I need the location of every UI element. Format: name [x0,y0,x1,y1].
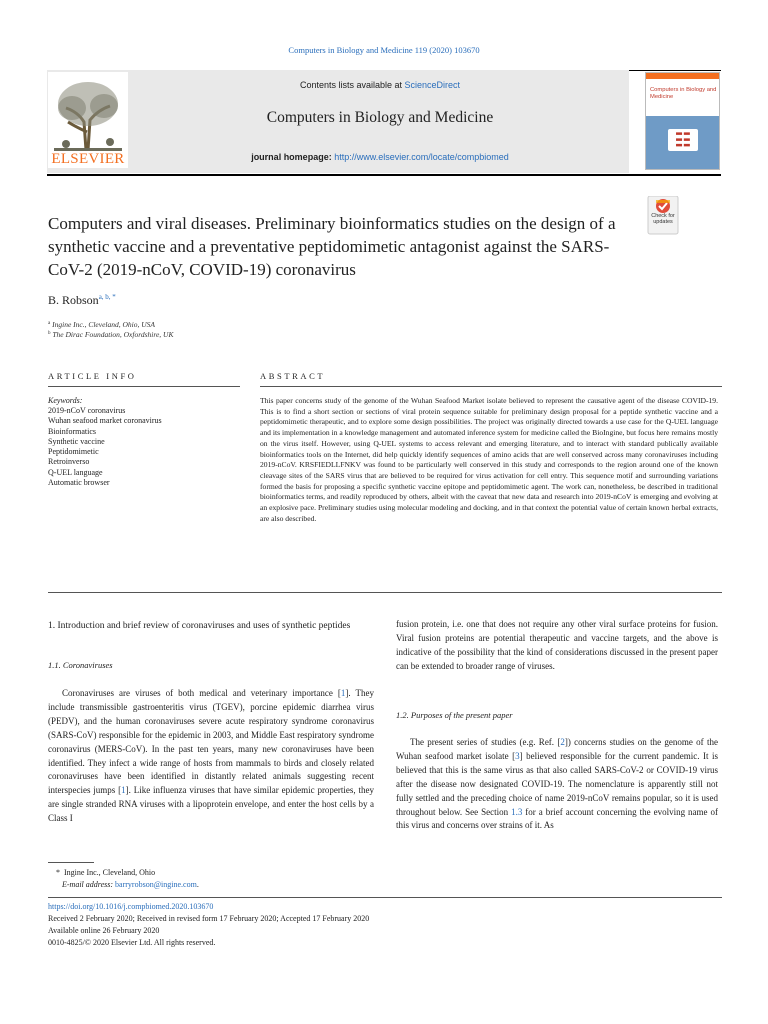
paper-title: Computers and viral diseases. Preliminary bioinformatics studies on the design of a synthetic vaccine and a preventative peptidomimetic antagonist against the SARS-CoV-2 (2019-nCoV, COVID-19) coronavirus [48,214,616,279]
abstract-text: This paper concerns study of the genome of the Wuhan Seafood Market isolate believed to represent the causative agent of the disease COVID-19. This is to find a short section or sections of viral protein sequence suitable for preliminary design proposal for a peptide synthetic vaccine and a peptidomimetic therapeutic, and to explore some design possibilities. The project was originally directed towards a use case for the Q-UEL language and its implementation in a knowledge management and automated inference system for medicine called the BioIngine, but focus here remains mostly on the virus itself. However, using Q-UEL systems to access relevant and emerging literature, and to interact with standard publically available bioinformatics tools on the Internet, did help quickly identify sequences of amino acids that are well conserved across many coronaviruses including 2019-nCoV. KRSFIEDLLFNKV was found to be particularly well conserved in this study and corresponds to the region around one of the known cleavage sites of the SARS virus that are believed to be required for virus activation for cell entry. This sequence motif and surrounding variations formed the basis for proposing a specific synthetic vaccine epitope and peptidomimetic agent. The work can, nonetheless, be described in traditional bioinformatics terms, and readily reproduced by others, albeit with the caveat that new data and research into 2019-nCoV is emerging and evolving at an explosive pace. Preliminary studies using molecular modeling and docking, and in that context the potential value of certain known herbal extracts, are also described. [260,396,718,523]
keyword: 2019-nCoV coronavirus [48,406,126,415]
subsection-1-1-title: 1.1. Coronaviruses [48,660,113,670]
subsection-1-2-title: 1.2. Purposes of the present paper [396,710,513,720]
keyword: Q-UEL language [48,467,103,477]
homepage-link[interactable]: http://www.elsevier.com/locate/compbiomed [334,152,509,162]
corresponding-text: Ingine Inc., Cleveland, Ohio [64,868,156,877]
paragraph-text: ] believed responsible for the current pandemic. It is believed that this is the same virus as that also called SARS-CoV-2 or COVID-19 virus after the disease now designated COVID-19. The nomenclature is apparently still not fully settled and the preceding choice of name 2019-nCoV remains popular, so it is used throughout below. See Section [396,750,718,817]
homepage-label: journal homepage: [251,152,332,162]
contents-prefix: Contents lists available at [299,80,405,90]
keyword: Bioinformatics [48,426,96,436]
citation-link[interactable]: 2 [560,737,565,747]
footnote-rule [48,862,94,863]
email-note [62,879,199,891]
abstract-rule [260,386,722,387]
paragraph-text: The present series of studies (e.g. Ref. [ [410,737,561,747]
cover-emblem-icon: ☷ [668,129,698,151]
cover-title: Computers in Biology and Medicine [650,87,717,100]
body-paragraph-fusion: fusion protein, i.e. one that does not require any other viral surface proteins for fusion. Viral fusion proteins are potential therapeutic and vaccine targets, and the above is indicative of the possibility that the kind of considerations discussed in the present paper can be extended to broader range of viruses. [396,619,718,671]
affiliation-mark: b [48,331,51,336]
sciencedirect-link[interactable]: ScienceDirect [404,80,461,90]
section-link[interactable]: 1.3 [511,806,523,817]
author-name: B. Robson [48,293,99,307]
footer-rule [48,897,722,898]
journal-cover-thumbnail[interactable] [645,72,720,170]
front-matter-rule [48,592,722,593]
paragraph-text: ]. Like influenza viruses that have similar epidemic properties, they are single stranded RNA viruses with a lipoprotein envelope, and enter the host cells by a Class I [48,785,374,824]
author-line [48,293,116,308]
keywords-list [48,406,162,488]
elsevier-wordmark: ELSEVIER [51,151,125,167]
received-dates: Received 2 February 2020; Received in revised form 17 February 2020; Accepted 17 February 2020 [48,914,370,923]
copyright: 0010-4825/© 2020 Elsevier Ltd. All rights reserved. [48,938,216,947]
keyword: Synthetic vaccine [48,436,105,446]
keyword: Wuhan seafood market coronavirus [48,416,162,426]
keyword: Retroinverso [48,457,90,467]
citation-link[interactable]: 1 [121,785,126,796]
journal-homepage-line [130,152,630,162]
footnote-mark: * [56,868,60,877]
paragraph-text: ]) concerns studies on the genome of the Wuhan seafood market isolate [ [396,737,718,761]
paragraph-text: for a brief account concerning the evolving name of this virus and concerns over strains of it. As [396,806,719,831]
keyword: Automatic browser [48,478,110,488]
citation-link[interactable]: 3 [515,750,520,761]
email-label: E-mail address: [62,880,114,889]
affiliation-text: The Dirac Foundation, Oxfordshire, UK [52,330,174,339]
corresponding-author-note [56,867,155,879]
email-end: . [196,880,199,889]
article-info-heading: ARTICLE INFO [48,371,137,381]
affiliation-a [48,320,155,329]
affiliation-mark: a [48,321,51,326]
abstract-heading: ABSTRACT [260,371,326,381]
body-paragraph-purposes [396,736,718,833]
keywords-label: Keywords: [48,396,83,405]
affiliation-b [48,330,173,339]
paragraph-text: Coronaviruses are viruses of both medical and veterinary importance [ [62,688,341,698]
header-bottom-rule [47,174,721,176]
contents-available-line [130,80,630,90]
author-marks[interactable]: a, b, * [98,293,116,301]
doi-link[interactable] [48,901,213,913]
check-for-updates-label: Check for updates [651,213,675,226]
journal-title: Computers in Biology and Medicine [266,109,494,126]
article-info-rule [48,386,240,387]
doi-text[interactable]: https://doi.org/10.1016/j.compbiomed.2020.103670 [48,902,214,911]
keyword: Peptidomimetic [48,447,99,457]
body-paragraph-coronaviruses [48,687,374,826]
email-link[interactable]: barryrobson@ingine.com [115,880,197,889]
cover-top-stripe [646,73,719,79]
citation-link[interactable]: 1 [340,688,346,698]
affiliation-text: Ingine Inc., Cleveland, Ohio, USA [52,320,155,329]
journal-citation[interactable]: Computers in Biology and Medicine 119 (2020) 103670 [288,45,480,55]
section-1-title: 1. Introduction and brief review of coronaviruses and uses of synthetic peptides [48,621,351,631]
paragraph-text: ]. They include transmissible gastroenteritis virus (TGEV), porcine epidemic diarrhea virus (PEDV), and the human coronaviruses severe acute respiratory syndrome coronavirus (SARS-CoV) responsible for the epidemic in 2003, and Middle East respiratory syndrome coronavirus (MERS-CoV). In the past ten years, many new coronaviruses have been identified. They infect a wide range of hosts from mammals to birds and closely related coronaviruses have been identified in distantly related animals suggesting recent interspecies jumps [ [48,688,375,796]
available-online: Available online 26 February 2020 [48,926,160,935]
